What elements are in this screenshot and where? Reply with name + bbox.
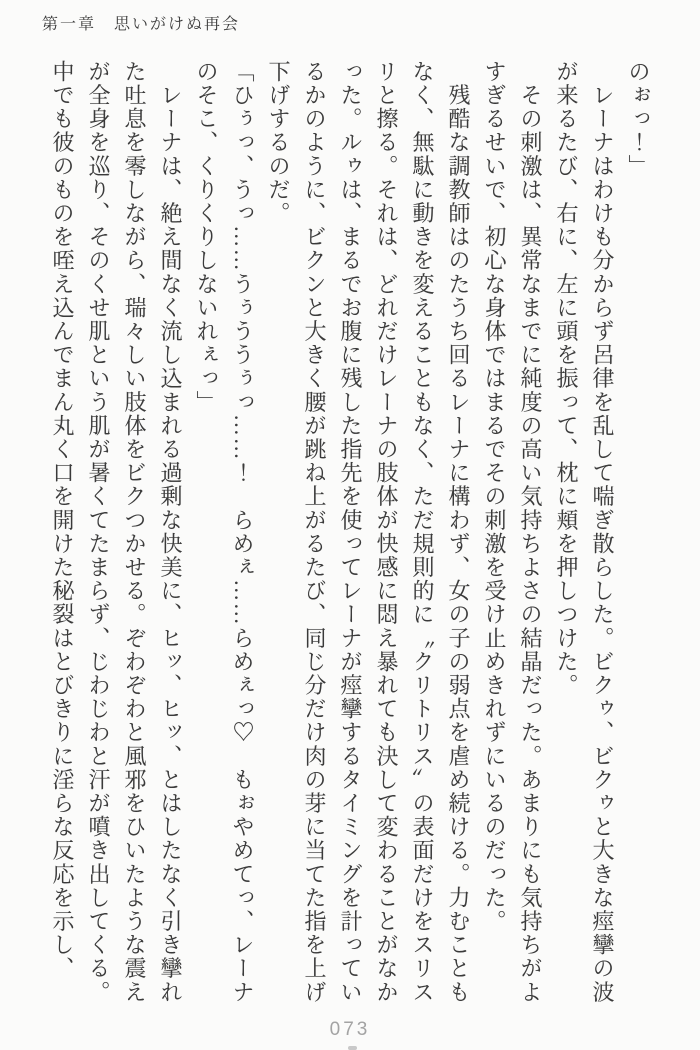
paragraph: 残酷な調教師はのたうち回るレーナに構わず、女の子の弱点を虐め続ける。力むこともなく、無駄に動きを変えることもなく、ただ規則的に〝クリトリス〟の表面だけをスリスリと擦る。それは、どれだけレーナの肢体が快感に悶え暴れても決して変わることがなかった。ルゥは、まるでお腹に残した指先を使ってレーナが痙攣するタイミングを計っているかのように、ビクンと大きく腰が跳ね上がるたび、同じ分だけ肉の芽に当てた指を上げ下げするのだ。	[266, 60, 471, 1004]
body-text	[40, 60, 656, 1010]
paragraph: レーナは、絶え間なく流し込まれる過剰な快美に、ヒッ、ヒッ、とはしたなく引き攣れた吐息を零しながら、瑞々しい肢体をビクつかせる。ぞわぞわと風邪をひいたような震えが全身を巡り、そのくせ肌という肌が暑くてたまらず、じわじわと汗が噴き出してくる。中でも彼のものを咥え込んでまん丸く口を開けた秘裂はとびきりに淫らな反応を示し、	[50, 60, 183, 1004]
footer-smudge	[348, 1046, 357, 1050]
paragraph-quote-end: のぉっ！」	[626, 60, 651, 178]
paragraph-dialogue: 「ひぅっ、うっ……うぅううぅっ……！ らめぇ……らめぇっ♡ もぉやめてっ、レーナのそこ、くりくりしないれぇっ」	[194, 60, 255, 1004]
paragraph: レーナはわけも分からず呂律を乱して喘ぎ散らした。ビクゥ、ビクゥと大きな痙攣の波が来るたび、右に、左に頭を振って、枕に頬を押しつけた。	[554, 60, 615, 1004]
paragraph: その刺激は、異常なまでに純度の高い気持ちよさの結晶だった。あまりにも気持ちがよすぎるせいで、初心な身体ではまるでその刺激を受け止めきれずにいるのだった。	[482, 60, 543, 1004]
page-number: 073	[329, 1019, 371, 1040]
chapter-header: 第一章 思いがけぬ再会	[42, 16, 241, 33]
